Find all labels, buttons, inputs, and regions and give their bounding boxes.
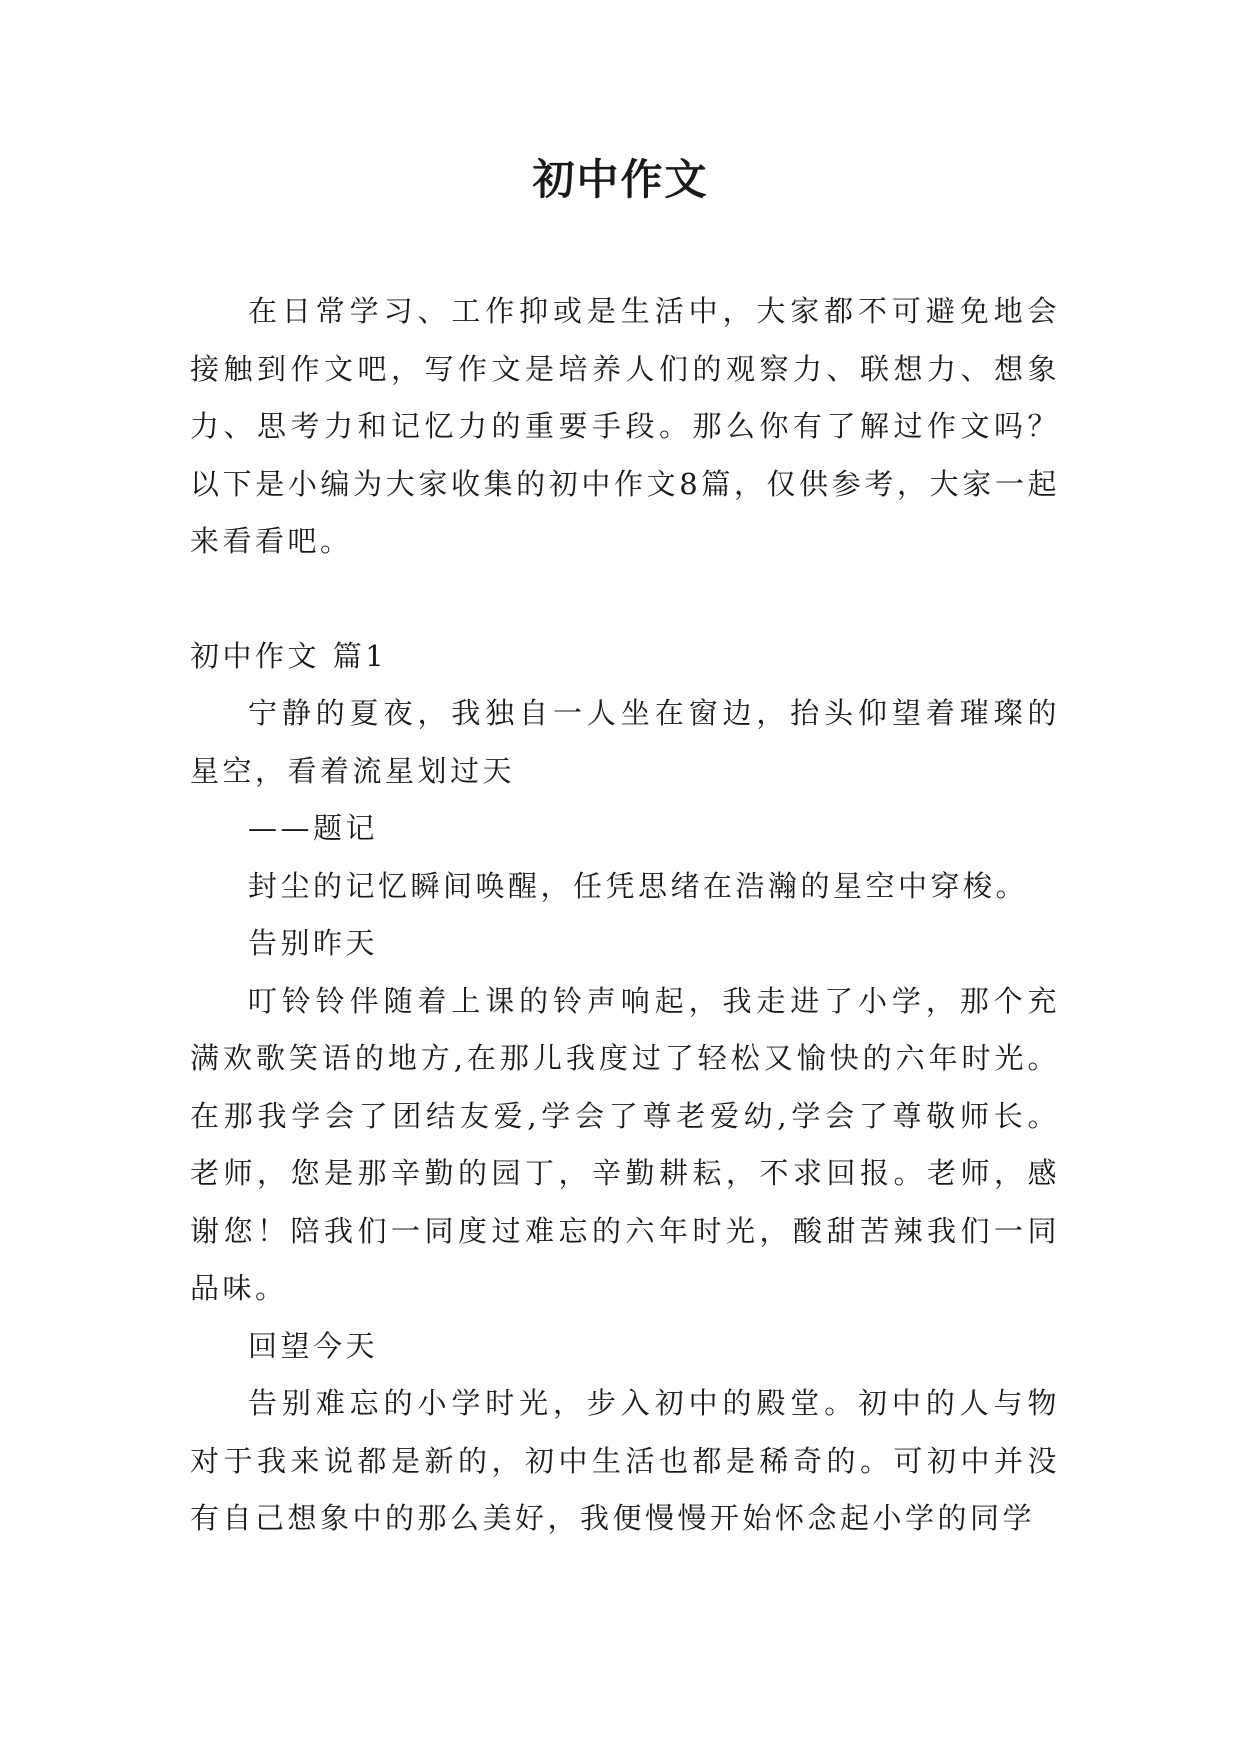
body-paragraph-1: 宁静的夏夜，我独自一人坐在窗边，抬头仰望着璀璨的星空，看着流星划过天 [190,696,1060,788]
subheading-today: 回望今天 [248,1328,379,1363]
body-paragraph-4: 告别难忘的小学时光，步入初中的殿堂。初中的人与物对于我来说都是新的，初中生活也都是稀奇的。可初中并没有自己想象中的那么美好，我便慢慢开始怀念起小学的同学 [190,1386,1060,1535]
epigraph-attribution: ——题记 [248,811,379,845]
body-paragraph-2: 封尘的记忆瞬间唤醒，任凭思绪在浩瀚的星空中穿梭。 [248,868,1029,903]
document-body [190,283,1060,1548]
document-title: 初中作文 [532,155,709,204]
paragraph-gap [190,571,1060,628]
body-paragraph-3: 叮铃铃伴随着上课的铃声响起，我走进了小学，那个充满欢歌笑语的地方,在那儿我度过了轻松又愉快的六年时光。在那我学会了团结友爱,学会了尊老爱幼,学会了尊敬师长。老师，您是那辛勤的园丁，辛勤耕耘，不求回报。老师，感谢您！陪我们一同度过难忘的六年时光，酸甜苦辣我们一同品味。 [190,983,1060,1305]
section-heading: 初中作文 篇1 [190,638,388,673]
intro-paragraph: 在日常学习、工作抑或是生活中，大家都不可避免地会接触到作文吧，写作文是培养人们的观察力、联想力、想象力、思考力和记忆力的重要手段。那么你有了解过作文吗？以下是小编为大家收集的初中作文8篇，仅供参考，大家一起来看看吧。 [190,294,1060,558]
subheading-farewell: 告别昨天 [248,926,379,960]
